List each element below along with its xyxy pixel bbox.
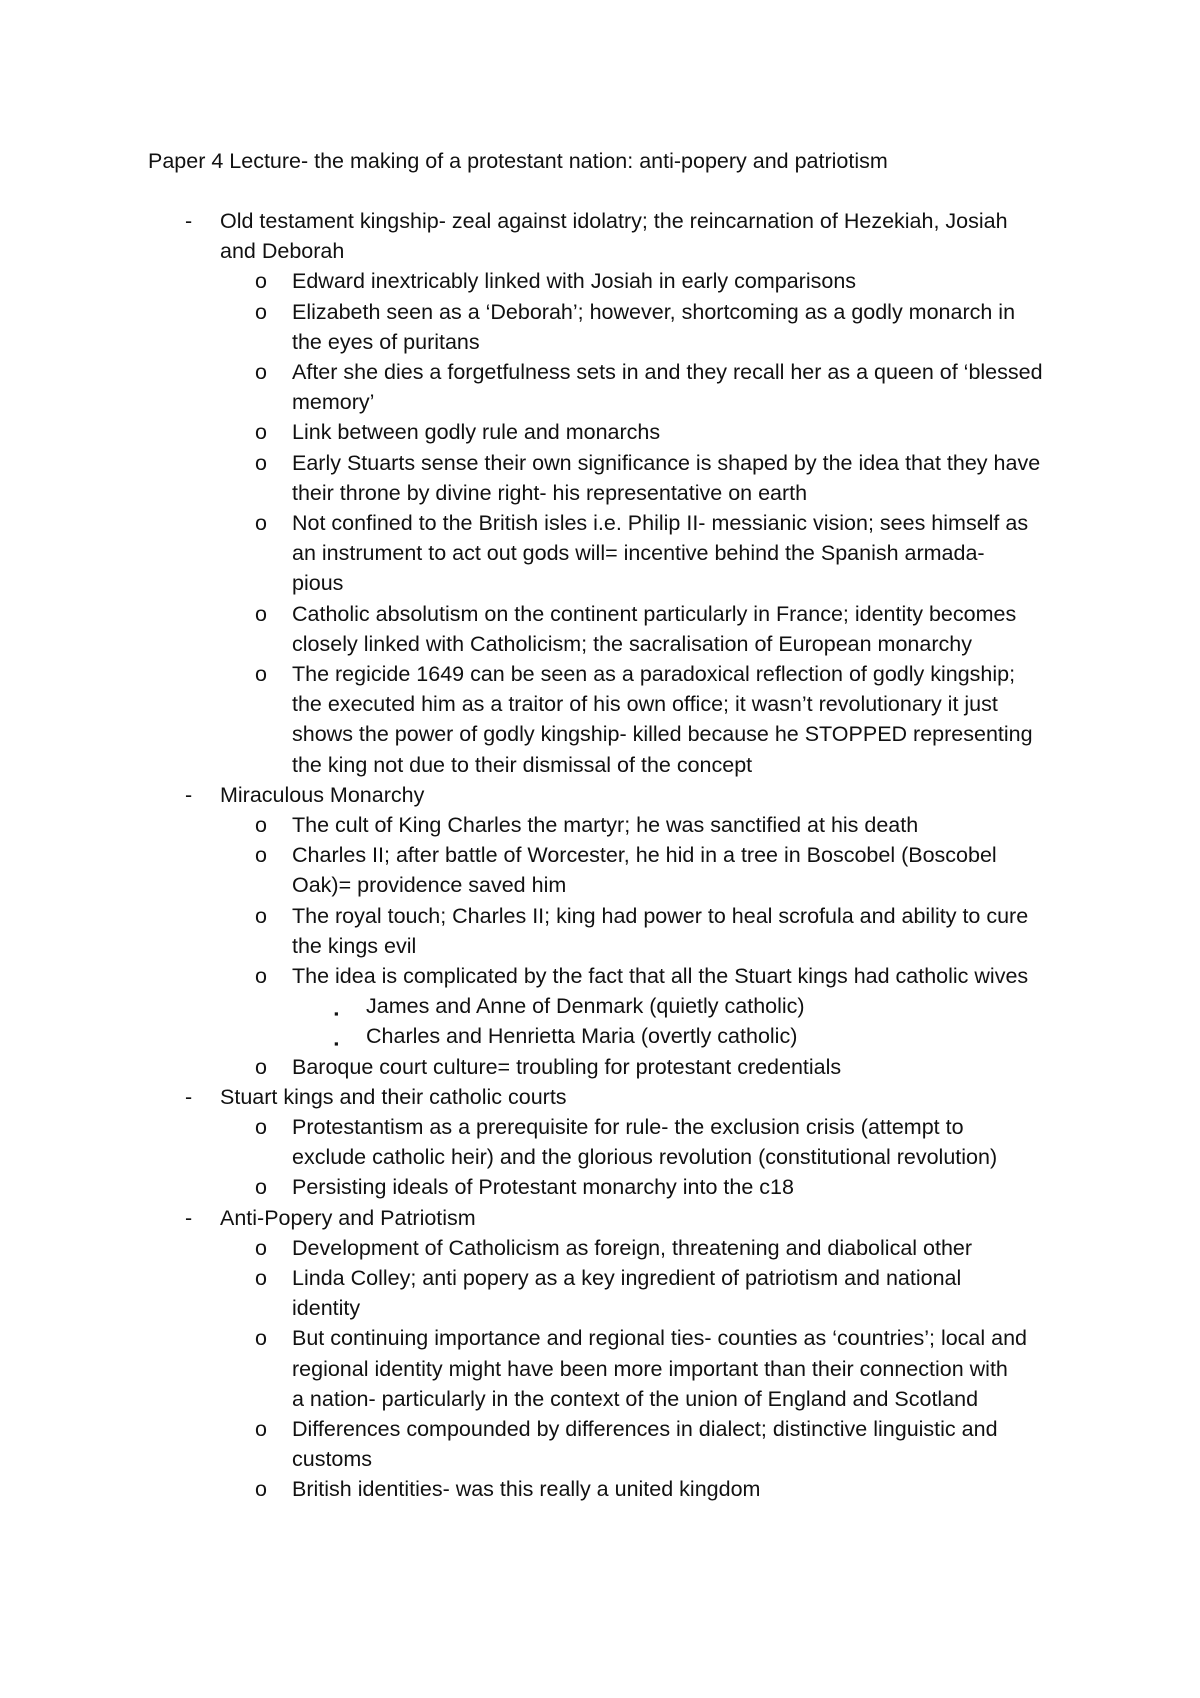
list-item: customs <box>292 1447 373 1472</box>
circle-bullet-icon: o <box>255 269 267 294</box>
list-item: the kings evil <box>292 933 417 958</box>
list-item: Elizabeth seen as a ‘Deborah’; however, shortcoming as a godly monarch in <box>292 299 1016 324</box>
circle-bullet-icon: o <box>255 813 267 837</box>
list-item: shows the power of godly kingship- killed because he STOPPED representing <box>292 722 1033 747</box>
circle-bullet-icon: o <box>255 601 267 626</box>
list-item: After she dies a forgetfulness sets in and they recall her as a queen of ‘blessed <box>292 360 1043 384</box>
section-heading: Old testament kingship- zeal against idolatry; the reincarnation of Hezekiah, Josiah <box>220 209 1008 233</box>
dash-bullet-icon: - <box>185 1084 193 1109</box>
circle-bullet-icon: o <box>255 1115 267 1139</box>
list-item: Catholic absolutism on the continent particularly in France; identity becomes <box>292 601 1017 626</box>
circle-bullet-icon: o <box>255 360 267 384</box>
dash-bullet-icon: - <box>185 209 193 233</box>
list-item: The idea is complicated by the fact that all the Stuart kings had catholic wives <box>292 964 1029 988</box>
list-item: memory’ <box>292 390 375 415</box>
list-item: Early Stuarts sense their own significance is shaped by the idea that they have <box>292 450 1041 475</box>
dash-bullet-icon: - <box>185 782 193 807</box>
list-item: The regicide 1649 can be seen as a paradoxical reflection of godly kingship; <box>292 662 1016 686</box>
circle-bullet-icon: o <box>255 964 267 988</box>
list-item: pious <box>292 571 344 596</box>
section-heading: Miraculous Monarchy <box>220 782 425 807</box>
section-heading: and Deborah <box>220 239 345 264</box>
list-item: The cult of King Charles the martyr; he was sanctified at his death <box>292 813 919 837</box>
circle-bullet-icon: o <box>255 1417 267 1441</box>
list-item: Not confined to the British isles i.e. Philip II- messianic vision; sees himself as <box>292 511 1029 535</box>
list-item: exclude catholic heir) and the glorious revolution (constitutional revolution) <box>292 1145 998 1170</box>
list-item: Protestantism as a prerequisite for rule- the exclusion crisis (attempt to <box>292 1115 964 1139</box>
list-item: the king not due to their dismissal of the concept <box>292 752 753 777</box>
list-item: closely linked with Catholicism; the sacralisation of European monarchy <box>292 631 972 656</box>
list-item: regional identity might have been more important than their connection with <box>292 1356 1008 1381</box>
circle-bullet-icon: o <box>255 1235 267 1260</box>
list-item: identity <box>292 1296 361 1321</box>
section-heading: Anti-Popery and Patriotism <box>220 1205 476 1230</box>
list-item: Persisting ideals of Protestant monarchy into the c18 <box>292 1175 794 1200</box>
circle-bullet-icon: o <box>255 1326 267 1351</box>
circle-bullet-icon: o <box>255 903 267 928</box>
list-item: Baroque court culture= troubling for protestant credentials <box>292 1054 842 1079</box>
list-item: Differences compounded by differences in dialect; distinctive linguistic and <box>292 1417 998 1441</box>
list-item: Development of Catholicism as foreign, threatening and diabolical other <box>292 1235 973 1260</box>
circle-bullet-icon: o <box>255 662 267 686</box>
list-item: The royal touch; Charles II; king had power to heal scrofula and ability to cure <box>292 903 1029 928</box>
sub-list-item: Charles and Henrietta Maria (overtly catholic) <box>366 1024 798 1049</box>
square-bullet-icon: ▪ <box>334 1006 339 1022</box>
circle-bullet-icon: o <box>255 1477 267 1502</box>
list-item: Oak)= providence saved him <box>292 873 567 898</box>
circle-bullet-icon: o <box>255 1266 267 1290</box>
list-item: Edward inextricably linked with Josiah in early comparisons <box>292 269 857 294</box>
list-item: British identities- was this really a united kingdom <box>292 1477 761 1502</box>
list-item: the eyes of puritans <box>292 329 480 354</box>
circle-bullet-icon: o <box>255 1054 267 1079</box>
list-item: Charles II; after battle of Worcester, he hid in a tree in Boscobel (Boscobel <box>292 843 997 868</box>
circle-bullet-icon: o <box>255 1175 267 1200</box>
list-item: a nation- particularly in the context of the union of England and Scotland <box>292 1386 979 1411</box>
list-item: Link between godly rule and monarchs <box>292 420 661 445</box>
circle-bullet-icon: o <box>255 511 267 535</box>
list-item: the executed him as a traitor of his own office; it wasn’t revolutionary it just <box>292 692 998 717</box>
sub-list-item: James and Anne of Denmark (quietly catholic) <box>366 994 805 1019</box>
circle-bullet-icon: o <box>255 450 267 475</box>
list-item: Linda Colley; anti popery as a key ingredient of patriotism and national <box>292 1266 962 1290</box>
section-heading: Stuart kings and their catholic courts <box>220 1084 567 1109</box>
circle-bullet-icon: o <box>255 843 267 868</box>
list-item: an instrument to act out gods will= incentive behind the Spanish armada- <box>292 541 985 566</box>
circle-bullet-icon: o <box>255 299 267 324</box>
list-item: But continuing importance and regional ties- counties as ‘countries’; local and <box>292 1326 1028 1351</box>
list-item: their throne by divine right- his representative on earth <box>292 480 808 505</box>
circle-bullet-icon: o <box>255 420 267 445</box>
square-bullet-icon: ▪ <box>334 1036 339 1052</box>
page-title: Paper 4 Lecture- the making of a protestant nation: anti-popery and patriotism <box>148 149 888 173</box>
dash-bullet-icon: - <box>185 1205 193 1230</box>
